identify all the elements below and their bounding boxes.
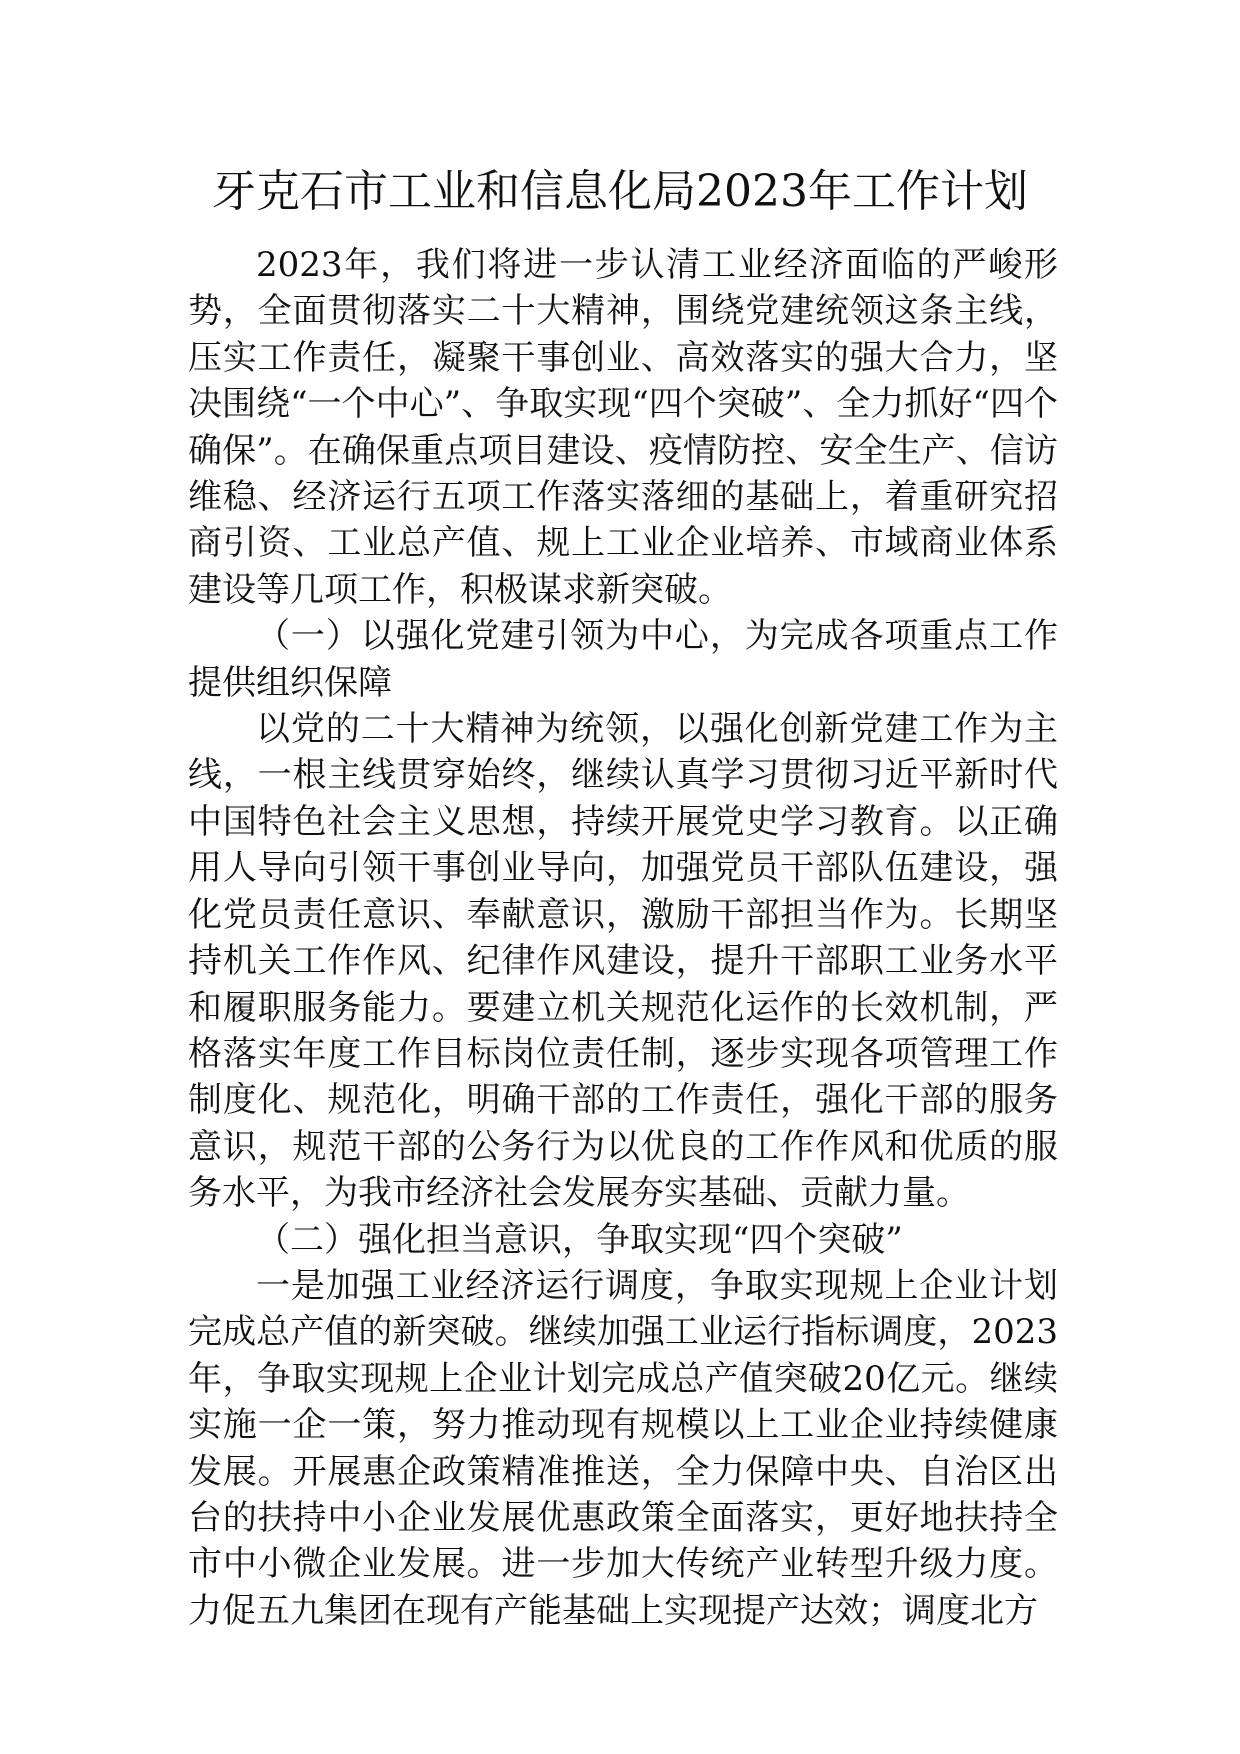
section-heading-2: （二）强化担当意识，争取实现“四个突破” (256, 1219, 903, 1260)
paragraph-party-building: 以党的二十大精神为统领，以强化创新党建工作为主线，一根主线贯穿始终，继续认真学习贯彻习近平新时代中国特色社会主义思想，持续开展党史学习教育。以正确用人导向引领干事创业导向，加强党员干部队伍建设，强化党员责任意识、奉献意识，激励干部担当作为。长期坚持机关工作作风、纪律作风建设，提升干部职工业务水平和履职服务能力。要建立机关规范化运作的长效机制，严格落实年度工作目标岗位责任制，逐步实现各项管理工作制度化、规范化，明确干部的工作责任，强化干部的服务意识，规范干部的公务行为以优良的工作作风和优质的服务水平，为我市经济社会发展夯实基础、贡献力量。 (188, 709, 1058, 1214)
paragraph-economy: 一是加强工业经济运行调度，争取实现规上企业计划完成总产值的新突破。继续加强工业运行指标调度，2023年，争取实现规上企业计划完成总产值突破20亿元。继续实施一企一策，努力推动现有规模以上工业企业持续健康发展。开展惠企政策精准推送，全力保障中央、自治区出台的扶持中小企业发展优惠政策全面落实，更好地扶持全市中小微企业发展。进一步加大传统产业转型升级力度。力促五九集团在现有产能基础上实现提产达效；调度北方 (188, 1265, 1058, 1631)
paragraph-intro: 2023年，我们将进一步认清工业经济面临的严峻形势，全面贯彻落实二十大精神，围绕党建统领这条主线，压实工作责任，凝聚干事创业、高效落实的强大合力，坚决围绕“一个中心”、争取实现“四个突破”、全力抓好“四个确保”。在确保重点项目建设、疫情防控、安全生产、信访维稳、经济运行五项工作落实落细的基础上，着重研究招商引资、工业总产值、规上工业企业培养、市域商业体系建设等几项工作，积极谋求新突破。 (188, 245, 1058, 610)
document-title: 牙克石市工业和信息化局2023年工作计划 (212, 166, 1028, 217)
section-heading-1: （一）以强化党建引领为中心，为完成各项重点工作提供组织保障 (188, 616, 1058, 703)
document-body (188, 242, 1058, 1634)
